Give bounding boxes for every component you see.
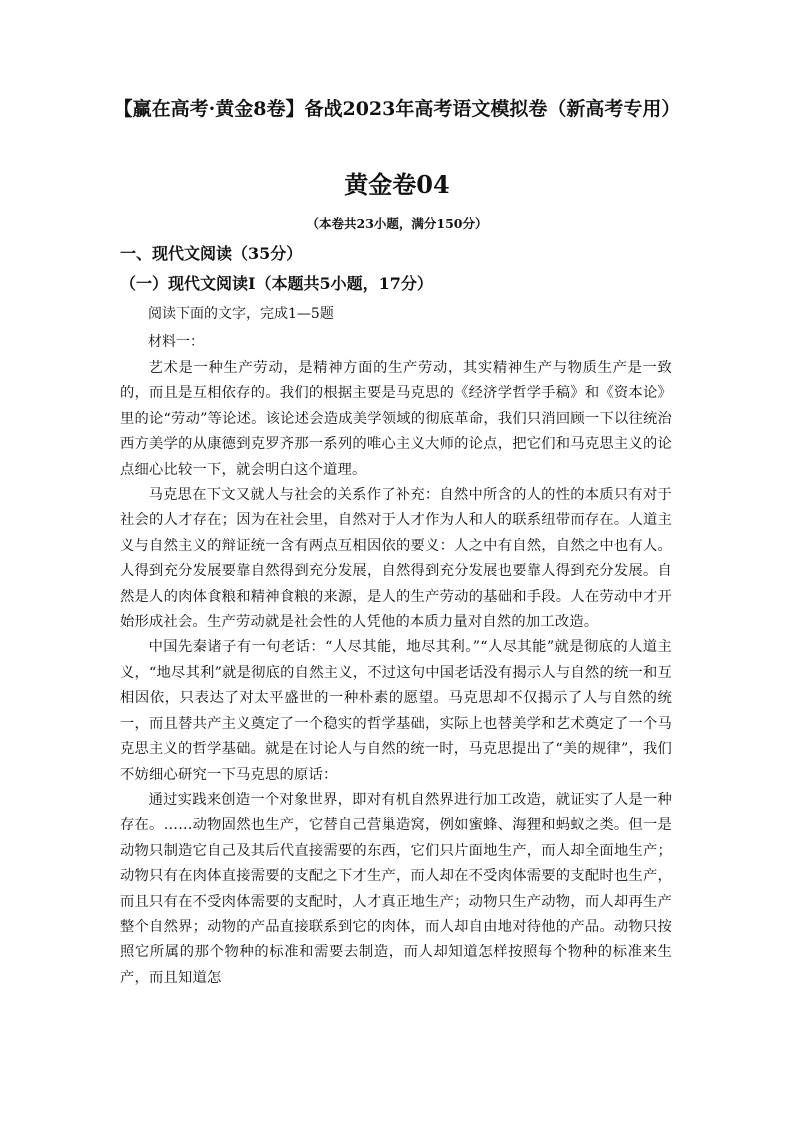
document-title: 【赢在高考·黄金8卷】备战2023年高考语文模拟卷（新高考专用） <box>113 98 681 120</box>
paragraph-3: 中国先秦诸子有一句老话：“人尽其能，地尽其利。”“人尽其能”就是彻底的人道主义，“地尽其利”就是彻底的自然主义，不过这句中国老话没有揭示人与自然的统一和互相因依，只表达了对太平盛世的一种朴素的愿望。马克思却不仅揭示了人与自然的统一，而且替共产主义奠定了一个稳实的哲学基础，实际上也替美学和艺术奠定了一个马克思主义的哲学基础。就是在讨论人与自然的统一时，马克思提出了“美的规律”，我们不妨细心研究一下马克思的原话： <box>120 639 672 783</box>
paper-title: 黄金卷04 <box>344 170 450 199</box>
material-label: 材料一： <box>148 334 204 350</box>
reading-instruction: 阅读下面的文字，完成1—5题 <box>148 306 334 322</box>
paragraph-2: 马克思在下文又就人与社会的关系作了补充：自然中所含的人的性的本质只有对于社会的人才存在；因为在社会里，自然对于人才作为人和人的联系纽带而存在。人道主义与自然主义的辩证统一含有两点互相因依的要义：人之中有自然，自然之中也有人。人得到充分发展要靠自然得到充分发展，自然得到充分发展也要靠人得到充分发展。自然是人的肉体食粮和精神食粮的来源，是人的生产劳动的基础和手段。人在劳动中才开始形成社会。生产劳动就是社会性的人凭他的本质力量对自然的加工改造。 <box>120 487 672 631</box>
paragraph-4: 通过实践来创造一个对象世界，即对有机自然界进行加工改造，就证实了人是一种存在。……动物固然也生产，它替自己营巢造窝，例如蜜蜂、海狸和蚂蚁之类。但一是动物只制造它自己及其后代直接需要的东西，它们只片面地生产，而人却全面地生产；动物只有在肉体直接需要的支配之下才生产，而人却在不受肉体需要的支配时也生产，而且只有在不受肉体需要的支配时，人才真正地生产；动物只生产动物，而人却再生产整个自然界；动物的产品直接联系到它的肉体，而人却自由地对待他的产品。动物只按照它所属的那个物种的标准和需要去制造，而人却知道怎样按照每个物种的标准来生产，而且知道怎 <box>120 791 672 986</box>
paper-meta: （本卷共23小题，满分150分） <box>306 216 488 231</box>
paragraph-1: 艺术是一种生产劳动，是精神方面的生产劳动，其实精神生产与物质生产是一致的，而且是互相依存的。我们的根据主要是马克思的《经济学哲学手稿》和《资本论》里的论“劳动”等论述。该论述会造成美学领域的彻底革命，我们只消回顾一下以往统治西方美学的从康德到克罗齐那一系列的唯心主义大师的论点，把它们和马克思主义的论点细心比较一下，就会明白这个道理。 <box>120 360 672 478</box>
section-heading: 一、现代文阅读（35分） <box>120 244 303 263</box>
subsection-heading: （一）现代文阅读Ⅰ（本题共5小题，17分） <box>120 274 433 293</box>
reading-passage <box>120 356 672 991</box>
